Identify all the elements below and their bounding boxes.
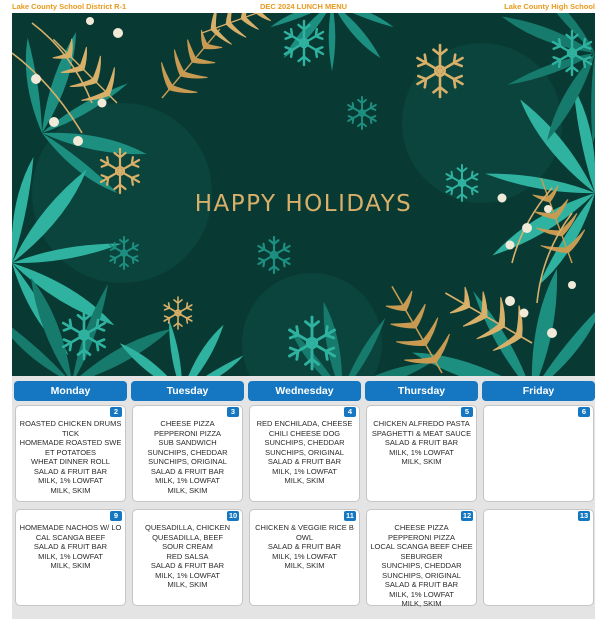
date-number: 10 [228, 511, 238, 520]
district-name: Lake County School District R-1 [12, 2, 127, 11]
menu-item: SALAD & FRUIT BAR [384, 438, 459, 447]
menu-item: MILK, SKIM [284, 476, 325, 485]
menu-item: MILK, 1% LOWFAT [38, 476, 103, 485]
menu-item: MILK, 1% LOWFAT [272, 551, 337, 561]
date-number: 11 [344, 511, 356, 521]
menu-item: CHEESE PIZZA [394, 523, 449, 532]
day-header-wednesday: Wednesday [248, 381, 361, 401]
date-number: 5 [461, 407, 473, 417]
day-cell [483, 405, 594, 502]
menu-item: WHEAT DINNER ROLL [31, 457, 110, 466]
menu-item: HOMEMADE ROASTED SWEET POTATOES [19, 438, 122, 457]
menu-items [370, 419, 473, 467]
menu-item: SALAD & FRUIT BAR [33, 466, 108, 476]
menu-items [370, 523, 473, 609]
menu-items [136, 419, 239, 495]
menu-item: LOCAL SCANGA BEEF CHEESEBURGER [370, 542, 473, 561]
date-number: 2 [110, 407, 122, 417]
menu-item: MILK, 1% LOWFAT [389, 447, 454, 457]
day-header-thursday: Thursday [365, 381, 478, 401]
day-header-tuesday: Tuesday [131, 381, 244, 401]
day-cell [15, 405, 126, 502]
menu-item: QUESADILLA, BEEF [152, 532, 223, 542]
banner-greeting: HAPPY HOLIDAYS [194, 191, 413, 217]
menu-item: HOMEMADE NACHOS W/ LOCAL SCANGA BEEF [19, 523, 122, 542]
menu-item: SUNCHIPS, CHEDDAR [381, 561, 462, 570]
menu-item: ROASTED CHICKEN DRUMSTICK [19, 419, 122, 438]
menu-item: MILK, SKIM [167, 485, 208, 495]
day-cell [249, 509, 360, 606]
menu-item: CHICKEN & VEGGIE RICE BOWL [255, 523, 354, 542]
menu-items [253, 419, 356, 486]
menu-item: SUNCHIPS, CHEDDAR [264, 438, 345, 447]
menu-item: RED ENCHILADA, CHEESE [256, 419, 353, 428]
menu-item: SALAD & FRUIT BAR [267, 542, 342, 551]
menu-item: SALAD & FRUIT BAR [150, 561, 225, 570]
date-number: 12 [462, 511, 472, 520]
day-cell [15, 509, 126, 606]
menu-item: SUNCHIPS, ORIGINAL [265, 447, 344, 457]
day-header-friday: Friday [482, 381, 595, 401]
menu-item: QUESADILLA, CHICKEN [144, 523, 231, 532]
school-name: Lake County High School [504, 2, 595, 11]
menu-item: SUNCHIPS, CHEDDAR [147, 447, 228, 457]
menu-item: SALAD & FRUIT BAR [267, 457, 342, 466]
menu-item: SUNCHIPS, ORIGINAL [148, 457, 227, 466]
menu-item: MILK, SKIM [401, 457, 442, 466]
date-number: 3 [227, 407, 239, 417]
day-cell [366, 509, 477, 606]
day-cell [249, 405, 360, 502]
menu-item: RED SALSA [166, 551, 209, 561]
date-number: 4 [344, 407, 356, 417]
menu-item: SUNCHIPS, ORIGINAL [382, 570, 461, 580]
menu-calendar [12, 376, 595, 619]
menu-items [19, 419, 122, 495]
menu-item: MILK, SKIM [284, 561, 325, 570]
menu-item: SALAD & FRUIT BAR [384, 580, 459, 589]
menu-item: MILK, 1% LOWFAT [38, 551, 103, 561]
day-header-monday: Monday [14, 381, 127, 401]
date-number: 9 [110, 511, 122, 521]
date-number: 6 [578, 407, 590, 417]
holiday-banner [12, 13, 595, 376]
menu-item: MILK, 1% LOWFAT [272, 466, 337, 476]
menu-item: SALAD & FRUIT BAR [33, 542, 108, 551]
menu-item: PEPPERONI PIZZA [153, 428, 222, 438]
menu-item: SUB SANDWICH [158, 438, 217, 447]
menu-item: MILK, SKIM [50, 485, 91, 495]
menu-items [136, 523, 239, 590]
menu-item: CHEESE PIZZA [160, 419, 215, 428]
menu-item: MILK, 1% LOWFAT [155, 570, 220, 580]
menu-items [19, 523, 122, 571]
menu-item: MILK, SKIM [50, 561, 91, 570]
menu-item: MILK, 1% LOWFAT [155, 476, 220, 485]
menu-item: SPAGHETTI & MEAT SAUCE [371, 428, 472, 438]
menu-item: MILK, SKIM [401, 599, 442, 608]
day-cell [132, 405, 243, 502]
menu-title: DEC 2024 LUNCH MENU [259, 2, 348, 11]
day-cell [132, 509, 243, 606]
menu-item: SOUR CREAM [162, 542, 213, 551]
day-cell [483, 509, 594, 606]
menu-items [253, 523, 356, 571]
menu-item: PEPPERONI PIZZA [387, 532, 456, 542]
menu-header [12, 2, 595, 13]
menu-item: MILK, SKIM [167, 580, 208, 589]
date-number: 13 [579, 511, 589, 520]
menu-item: CHICKEN ALFREDO PASTA [373, 419, 470, 428]
menu-item: CHILI CHEESE DOG [268, 428, 341, 438]
menu-item: MILK, 1% LOWFAT [389, 589, 454, 599]
day-cell [366, 405, 477, 502]
menu-item: SALAD & FRUIT BAR [150, 466, 225, 476]
